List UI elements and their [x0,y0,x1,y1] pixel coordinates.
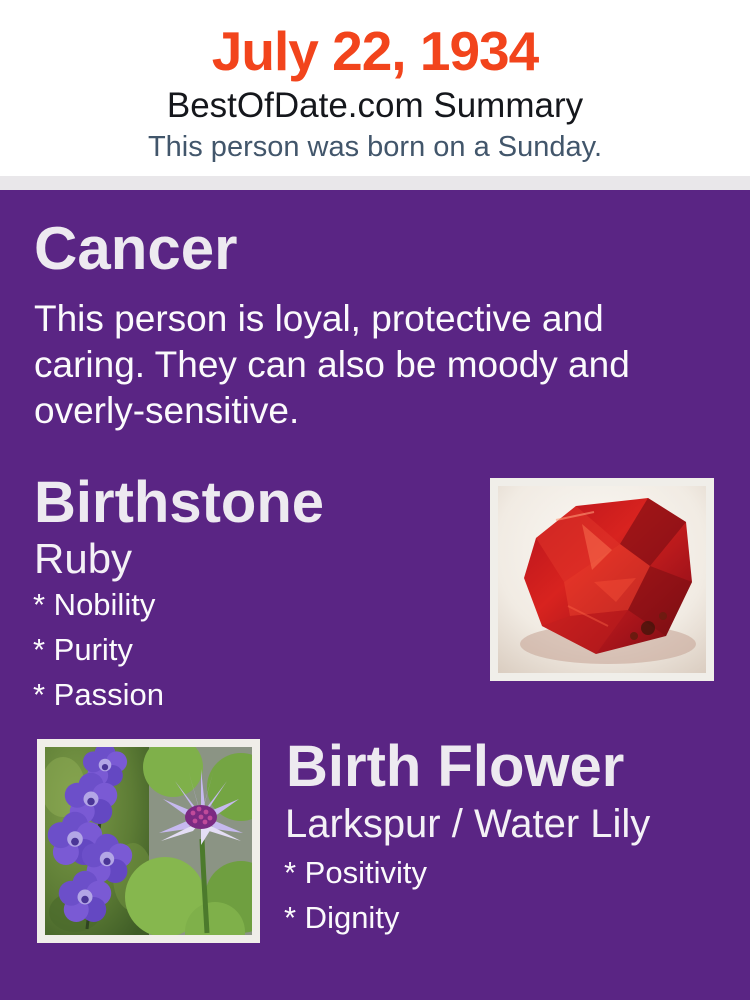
ruby-gemstone-illustration [498,486,706,673]
birthstone-trait: * Nobility [33,587,156,622]
birth-flower-trait: * Dignity [284,900,400,935]
birth-flower-name: Larkspur / Water Lily [285,802,651,846]
born-day-note: This person was born on a Sunday. [147,131,603,163]
zodiac-description: This person is loyal, protective and caring. They can also be moody and overly-sensitive. [34,298,630,431]
larkspur-water-lily-image [37,739,260,943]
header-divider [0,176,750,190]
birth-flower-trait: * Positivity [284,855,427,890]
birthstone-section-title: Birthstone [34,470,324,535]
birth-flower-section-title: Birth Flower [286,734,625,799]
site-summary-label: BestOfDate.com Summary [166,86,584,125]
page-title-date: July 22, 1934 [211,20,539,82]
birthstone-trait: * Passion [33,677,164,712]
birthstone-trait: * Purity [33,632,133,667]
larkspur-water-lily-illustration [45,747,252,935]
ruby-gemstone-image [490,478,714,681]
birthstone-name: Ruby [34,535,133,582]
zodiac-sign-title: Cancer [34,215,238,282]
header [0,0,750,176]
